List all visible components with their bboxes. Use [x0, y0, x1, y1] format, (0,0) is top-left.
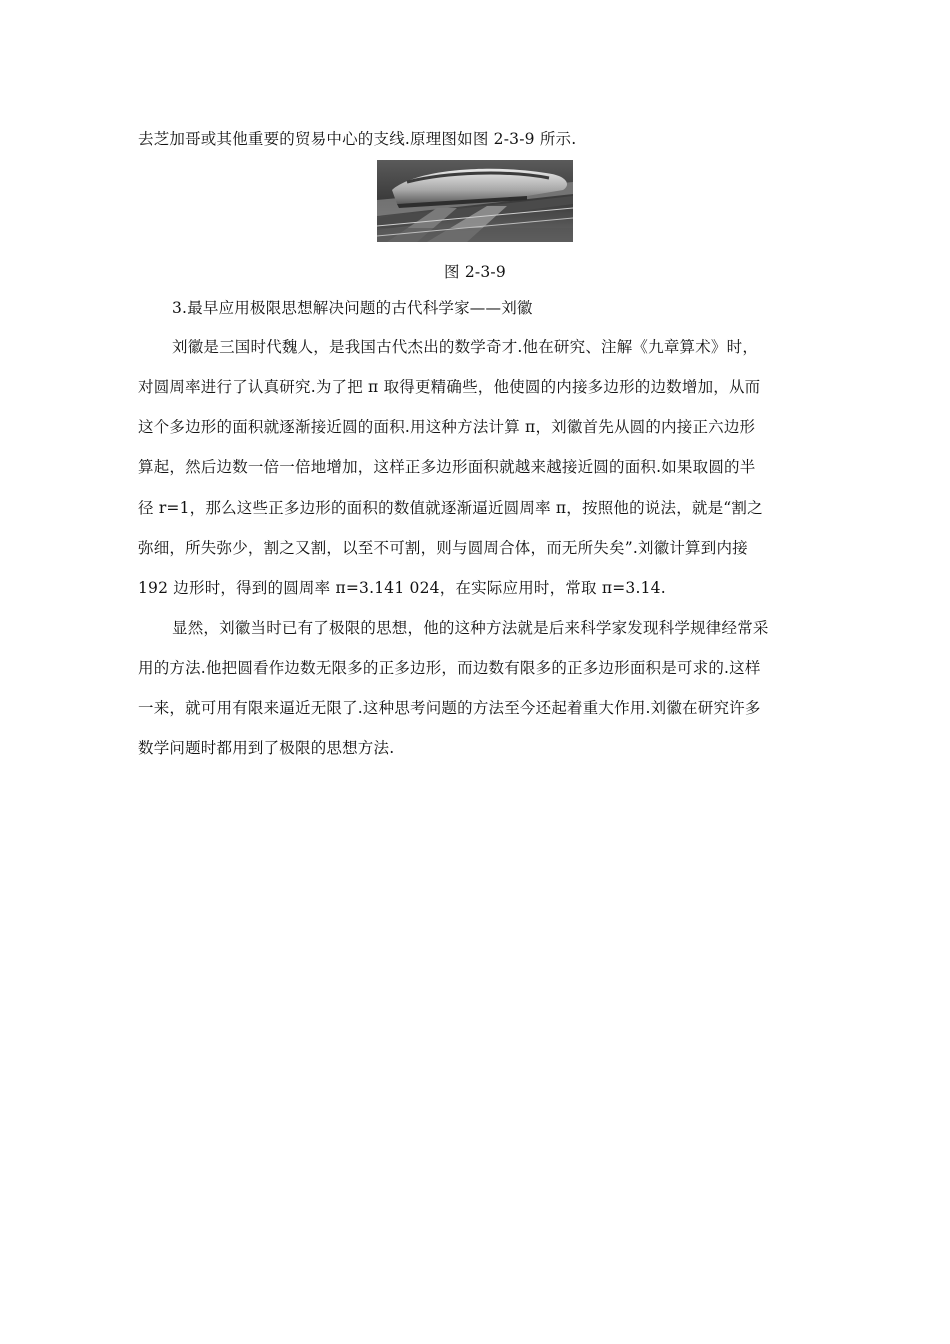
section-heading: 3.最早应用极限思想解决问题的古代科学家——刘徽 — [172, 299, 533, 317]
maglev-train-image — [377, 160, 573, 242]
paragraph-line: 径 r=1，那么这些正多边形的面积的数值就逐渐逼近圆周率 π，按照他的说法，就是“割之 — [138, 499, 763, 517]
paragraph-line: 算起，然后边数一倍一倍地增加，这样正多边形面积就越来越接近圆的面积.如果取圆的半 — [138, 458, 756, 476]
intro-tail-text: 去芝加哥或其他重要的贸易中心的支线.原理图如图 2-3-9 所示. — [138, 130, 577, 148]
paragraph-line: 弥细，所失弥少，割之又割，以至不可割，则与圆周合体，而无所失矣”.刘徽计算到内接 — [138, 539, 748, 557]
paragraph-line: 刘徽是三国时代魏人，是我国古代杰出的数学奇才.他在研究、注解《九章算术》时， — [172, 338, 759, 356]
paragraph-line: 192 边形时，得到的圆周率 π=3.141 024，在实际应用时，常取 π=3.14. — [138, 579, 666, 597]
figure-caption: 图 2-3-9 — [444, 263, 506, 281]
paragraph-line: 这个多边形的面积就逐渐接近圆的面积.用这种方法计算 π，刘徽首先从圆的内接正六边形 — [138, 418, 756, 436]
paragraph-line: 对圆周率进行了认真研究.为了把 π 取得更精确些，他使圆的内接多边形的边数增加，从而 — [138, 378, 761, 396]
paragraph-line: 数学问题时都用到了极限的思想方法. — [138, 739, 395, 757]
paragraph-line: 显然，刘徽当时已有了极限的思想，他的这种方法就是后来科学家发现科学规律经常采 — [172, 619, 769, 637]
paragraph-line: 一来，就可用有限来逼近无限了.这种思考问题的方法至今还起着重大作用.刘徽在研究许多 — [138, 699, 761, 717]
paragraph-line: 用的方法.他把圆看作边数无限多的正多边形，而边数有限多的正多边形面积是可求的.这样 — [138, 659, 761, 677]
